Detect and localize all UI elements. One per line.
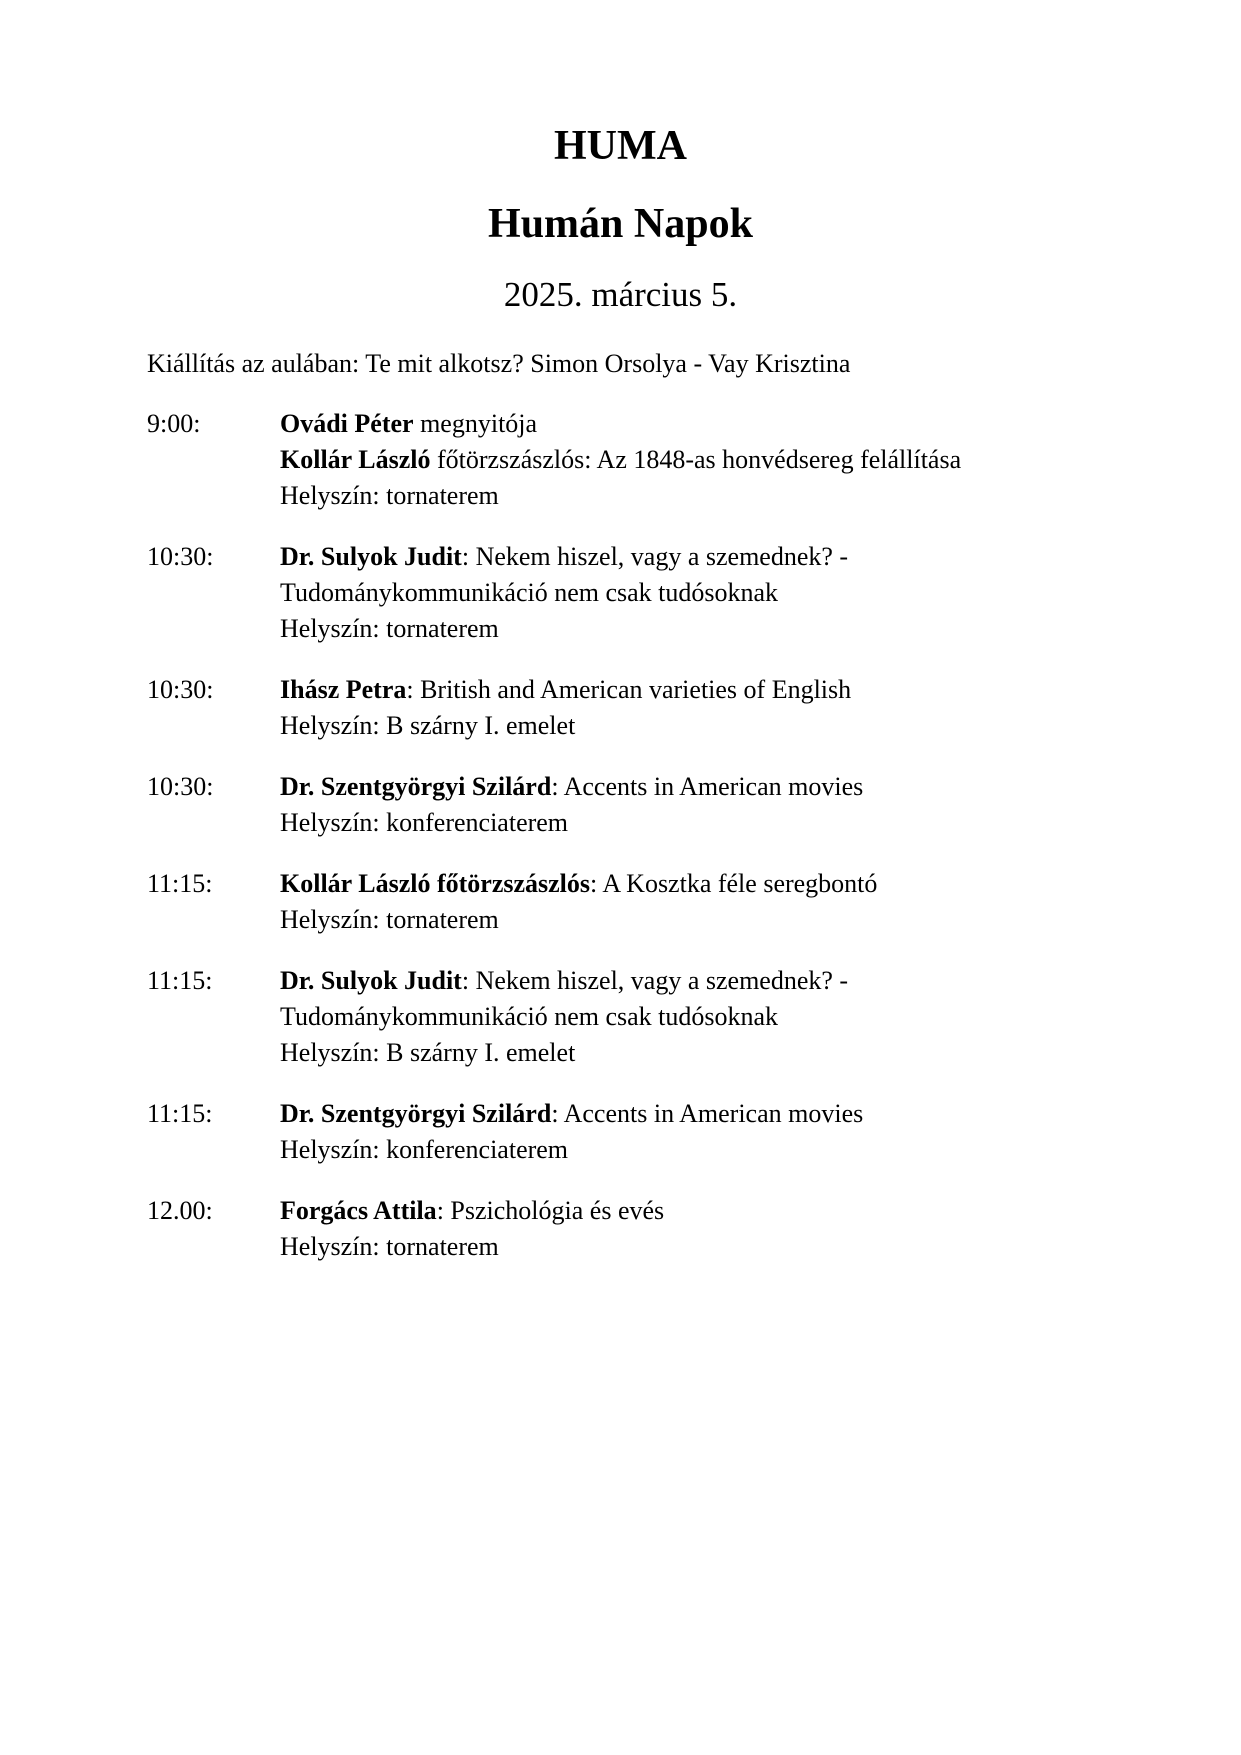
entry-line (280, 963, 1147, 999)
entry-line (280, 1193, 1147, 1229)
entry-line (280, 406, 1147, 442)
entry-line (280, 539, 1147, 575)
entry-text: Helyszín: tornaterem (280, 614, 499, 643)
entry-text: Helyszín: B szárny I. emelet (280, 711, 576, 740)
entry-time: 10:30: (147, 542, 214, 571)
talk-title: : Accents in American movies (551, 1099, 864, 1128)
schedule-entry (147, 406, 1147, 514)
talk-title: főtörzszászlós: Az 1848-as honvédsereg felállítása (430, 445, 962, 474)
speaker-name: Dr. Sulyok Judit (280, 966, 462, 995)
schedule-entry (147, 539, 1147, 647)
entry-text: Helyszín: B szárny I. emelet (280, 1038, 576, 1067)
entry-body (280, 769, 1147, 841)
page-title: HUMA (554, 123, 687, 169)
entry-line (280, 478, 1147, 514)
entry-time: 9:00: (147, 409, 201, 438)
entry-body (280, 1193, 1147, 1265)
entry-line (280, 1096, 1147, 1132)
talk-title: : British and American varieties of English (406, 675, 852, 704)
entry-line (280, 805, 1147, 841)
speaker-name: Ovádi Péter (280, 409, 414, 438)
entry-line (280, 708, 1147, 744)
entry-line (280, 902, 1147, 938)
talk-title: : Nekem hiszel, vagy a szemednek? - (461, 966, 849, 995)
entry-body (280, 406, 1147, 514)
entry-line (280, 611, 1147, 647)
schedule-entry (147, 1193, 1147, 1265)
entry-time: 11:15: (147, 1099, 213, 1128)
entry-text: Tudománykommunikáció nem csak tudósoknak (280, 578, 779, 607)
entry-time: 10:30: (147, 772, 214, 801)
talk-title: : Nekem hiszel, vagy a szemednek? - (461, 542, 849, 571)
entry-text: Helyszín: konferenciaterem (280, 808, 569, 837)
page-subtitle: Humán Napok (488, 201, 753, 247)
speaker-name: Forgács Attila (280, 1196, 437, 1225)
entry-time: 10:30: (147, 675, 214, 704)
entry-time: 11:15: (147, 966, 213, 995)
speaker-name: Dr. Sulyok Judit (280, 542, 462, 571)
entry-line (280, 672, 1147, 708)
entry-time: 11:15: (147, 869, 213, 898)
entry-line (280, 575, 1147, 611)
schedule-entry (147, 1096, 1147, 1168)
entry-line (280, 769, 1147, 805)
speaker-name: Kollár László (280, 445, 431, 474)
entry-body (280, 1096, 1147, 1168)
entry-body (280, 672, 1147, 744)
speaker-name: Dr. Szentgyörgyi Szilárd (280, 772, 552, 801)
entry-body (280, 963, 1147, 1071)
speaker-name: Kollár László főtörzszászlós (280, 869, 591, 898)
entry-body (280, 539, 1147, 647)
entry-line (280, 866, 1147, 902)
entry-text: Tudománykommunikáció nem csak tudósoknak (280, 1002, 779, 1031)
entry-time: 12.00: (147, 1196, 213, 1225)
schedule-entry (147, 866, 1147, 938)
entry-body (280, 866, 1147, 938)
entry-line (280, 1132, 1147, 1168)
entry-line (280, 1035, 1147, 1071)
schedule-entry (147, 963, 1147, 1071)
entry-text: Helyszín: tornaterem (280, 1232, 499, 1261)
talk-title: megnyitója (413, 409, 538, 438)
speaker-name: Dr. Szentgyörgyi Szilárd (280, 1099, 552, 1128)
entry-line (280, 999, 1147, 1035)
entry-text: Helyszín: tornaterem (280, 481, 499, 510)
talk-title: : Accents in American movies (551, 772, 864, 801)
entry-text: Helyszín: tornaterem (280, 905, 499, 934)
exhibition-note: Kiállítás az aulában: Te mit alkotsz? Simon Orsolya - Vay Krisztina (147, 349, 851, 378)
entry-line (280, 442, 1147, 478)
talk-title: : Pszichológia és evés (436, 1196, 665, 1225)
talk-title: : A Kosztka féle seregbontó (590, 869, 878, 898)
schedule-list (147, 406, 1147, 1290)
schedule-entry (147, 672, 1147, 744)
event-date: 2025. március 5. (503, 275, 738, 314)
speaker-name: Ihász Petra (280, 675, 407, 704)
entry-text: Helyszín: konferenciaterem (280, 1135, 569, 1164)
schedule-entry (147, 769, 1147, 841)
entry-line (280, 1229, 1147, 1265)
